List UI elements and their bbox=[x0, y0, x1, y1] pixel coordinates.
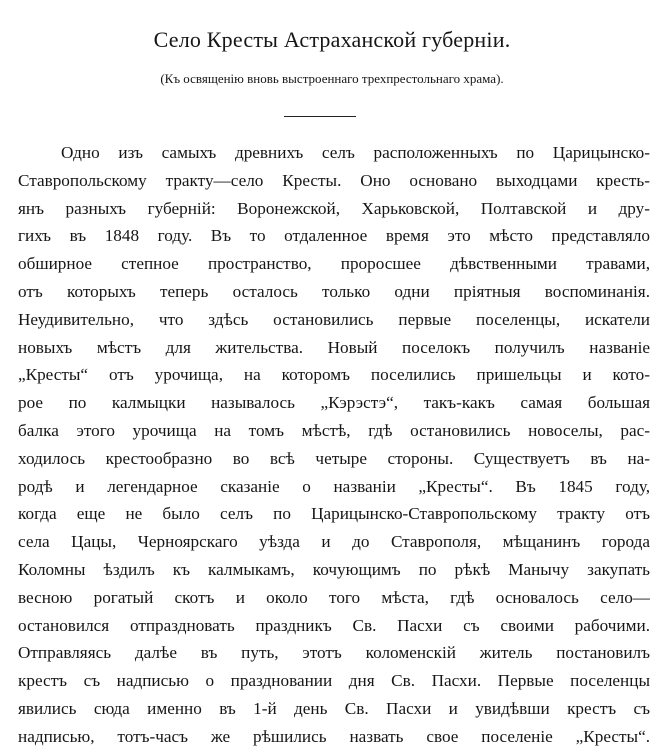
text-line: родѣ и легендарное сказаніе о названіи „Кресты“. Въ 1845 году, bbox=[18, 476, 650, 496]
text-line: обширное степное пространство, проросшее дѣвственными травами, bbox=[18, 254, 650, 274]
text-line: явились сюда именно въ 1-й день Св. Пасхи и увидѣвши крестъ съ bbox=[18, 698, 650, 718]
text-line: Коломны ѣздилъ къ калмыкамъ, кочующимъ по рѣкѣ Манычу закупать bbox=[18, 559, 650, 579]
article-body bbox=[18, 139, 650, 751]
article-subtitle: (Къ освященію вновь выстроеннаго трехпрестольнаго храма). bbox=[160, 71, 504, 86]
text-line: Одно изъ самыхъ древнихъ селъ расположенныхъ по Царицынско- bbox=[61, 143, 650, 162]
text-line: гихъ въ 1848 году. Въ то отдаленное время это мѣсто представляло bbox=[18, 226, 650, 246]
text-line: остановился отпраздновать праздникъ Св. Пасхи съ своими рабочими. bbox=[18, 615, 650, 635]
text-line: Неудивительно, что здѣсь остановились первые поселенцы, искатели bbox=[18, 309, 650, 329]
text-line: когда еще не было селъ по Царицынско-Ставропольскому тракту отъ bbox=[18, 504, 650, 524]
text-line: Отправляясь далѣе въ путь, этотъ коломенскій житель постановилъ bbox=[18, 643, 650, 663]
text-line: весною рогатый скотъ и около того мѣста, гдѣ основалось село— bbox=[18, 587, 650, 607]
text-line: крестъ съ надписью о праздновании дня Св. Пасхи. Первые поселенцы bbox=[18, 671, 650, 691]
text-line: ходилось крестообразно во всѣ четыре стороны. Существуетъ въ на- bbox=[18, 448, 650, 468]
text-line: новыхъ мѣстъ для жительства. Новый поселокъ получилъ названіе bbox=[18, 337, 650, 357]
text-line: балка этого урочища на томъ мѣстѣ, гдѣ остановились новоселы, рас- bbox=[18, 420, 650, 440]
text-line: рое по калмыцки называлось „Кэрэстэ“, такъ-какъ самая большая bbox=[18, 393, 650, 413]
article-title: Село Кресты Астраханской губерніи. bbox=[153, 27, 511, 52]
text-line: села Цацы, Черноярскаго уѣзда и до Ставрополя, мѣщанинъ города bbox=[18, 532, 650, 552]
text-line: Ставропольскому тракту—село Кресты. Оно основано выходцами кресть- bbox=[18, 170, 650, 190]
text-line: янъ разныхъ губерній: Воронежской, Харьковской, Полтавской и дру- bbox=[18, 198, 650, 218]
text-line: „Кресты“ отъ урочища, на которомъ поселились пришельцы и кото- bbox=[18, 365, 650, 385]
text-line: надписью, тотъ-часъ же рѣшились назвать свое поселеніе „Кресты“. bbox=[18, 726, 650, 746]
title-divider bbox=[284, 116, 356, 117]
text-line: отъ которыхъ теперь осталось только одни пріятныя воспоминанія. bbox=[18, 281, 650, 301]
